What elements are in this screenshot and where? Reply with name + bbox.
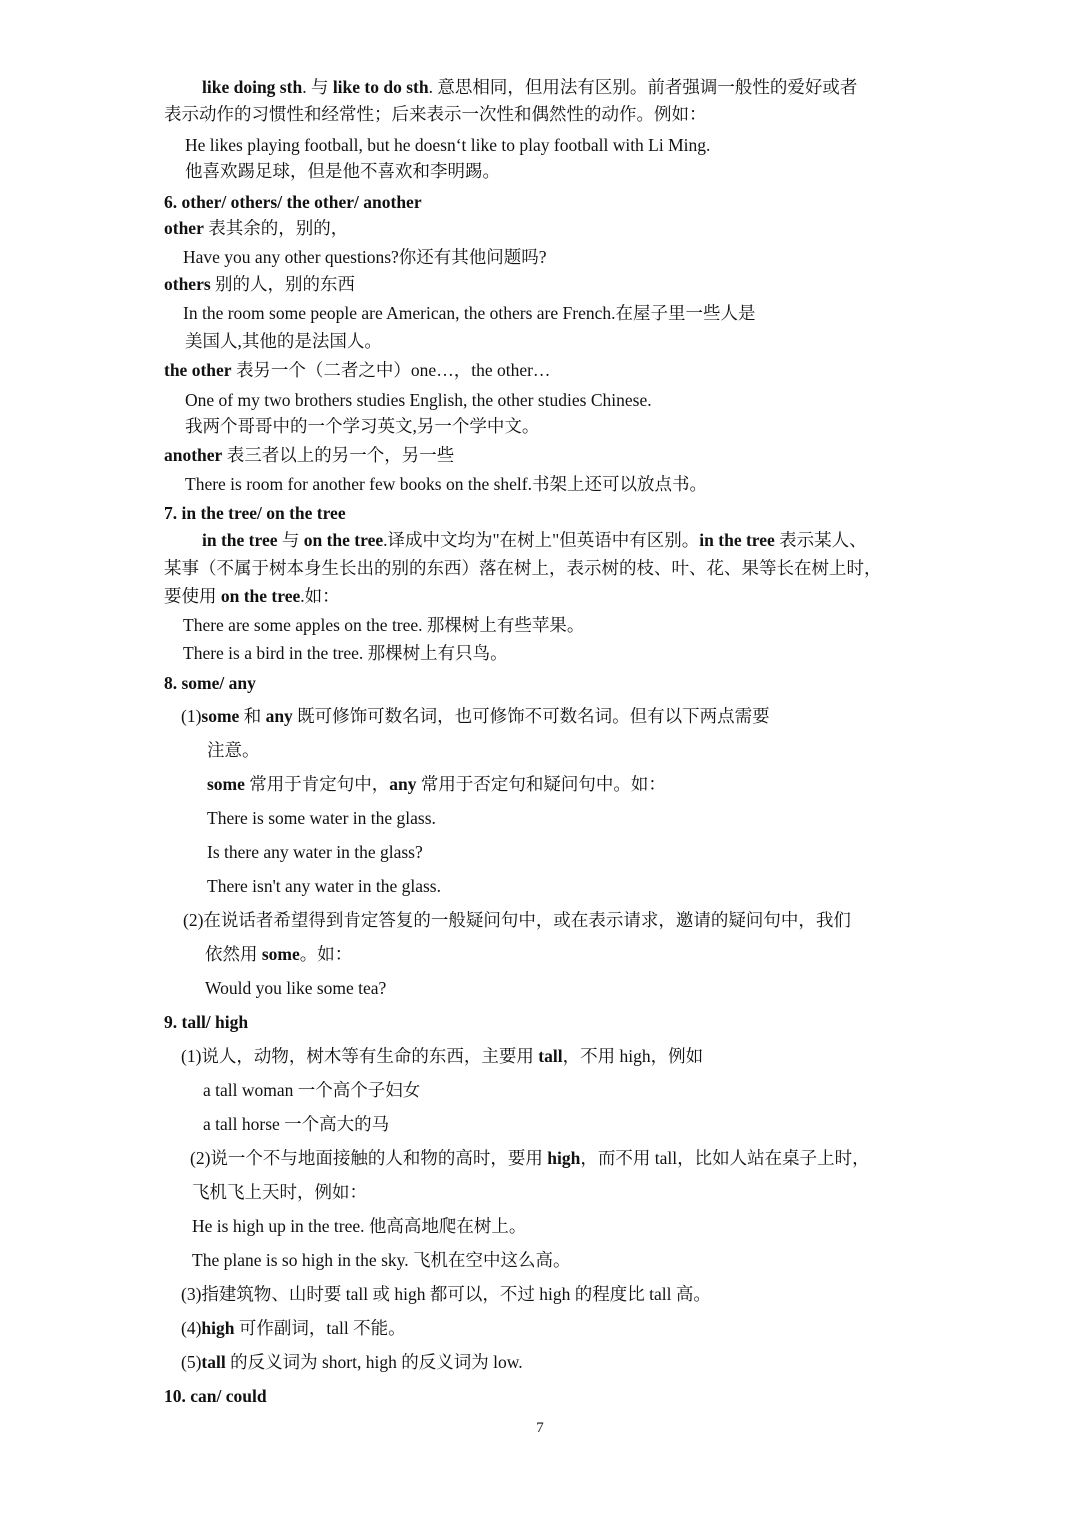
bold-term: on the tree (303, 530, 384, 550)
text-line (207, 875, 441, 897)
text-line (183, 642, 508, 664)
text-segment: There is room for another few books on the shelf.书架上还可以放点书。 (185, 474, 707, 494)
text-segment: Have you any other questions?你还有其他问题吗? (183, 247, 547, 267)
text-segment: 表三者以上的另一个，另一些 (222, 445, 455, 465)
text-segment: 要使用 (164, 586, 221, 606)
text-line (164, 273, 355, 295)
text-line (185, 160, 500, 182)
text-segment: Would you like some tea? (205, 978, 387, 998)
text-segment: 他喜欢踢足球，但是他不喜欢和李明踢。 (185, 161, 500, 181)
text-segment: (1) (181, 706, 202, 726)
text-line (164, 103, 707, 125)
text-segment: ，而不用 tall，比如人站在桌子上时， (580, 1148, 870, 1168)
text-line (185, 473, 707, 495)
bold-term: 6. other/ others/ the other/ another (164, 192, 422, 212)
text-segment: (5) (181, 1352, 202, 1372)
text-line (205, 943, 352, 965)
text-line (164, 1011, 248, 1033)
text-segment: (2)说一个不与地面接触的人和物的高时，要用 (190, 1148, 548, 1168)
text-segment: 表示某人、 (774, 530, 867, 550)
text-segment: 表另一个（二者之中）one…，the other… (231, 360, 551, 380)
text-line (207, 807, 436, 829)
bold-term: tall (201, 1352, 226, 1372)
text-line (164, 585, 340, 607)
bold-term: another (164, 445, 223, 465)
bold-term: any (389, 774, 417, 794)
text-line (181, 1045, 703, 1067)
bold-term: other (164, 218, 204, 238)
text-segment: 表示动作的习惯性和经常性；后来表示一次性和偶然性的动作。例如： (164, 104, 707, 124)
text-segment: There are some apples on the tree. 那棵树上有些苹果。 (183, 615, 585, 635)
text-line (181, 1283, 711, 1305)
text-segment: a tall woman 一个高个子妇女 (203, 1080, 421, 1100)
text-segment: 和 (239, 706, 266, 726)
bold-term: some (261, 944, 300, 964)
text-segment: 飞机飞上天时，例如： (192, 1182, 367, 1202)
text-segment: He is high up in the tree. 他高高地爬在树上。 (192, 1216, 527, 1236)
bold-term: some (207, 774, 245, 794)
text-line (207, 841, 423, 863)
text-line (164, 672, 256, 694)
text-line (164, 191, 422, 213)
text-segment: .译成中文均为"在树上"但英语中有区别。 (383, 530, 700, 550)
bold-term: 7. in the tree/ on the tree (164, 503, 346, 523)
text-line (164, 502, 346, 524)
text-segment: 别的人，别的东西 (210, 274, 356, 294)
text-line (185, 134, 710, 156)
text-line (164, 359, 550, 381)
text-line (181, 1351, 523, 1373)
text-line (192, 1215, 526, 1237)
text-line (202, 76, 857, 98)
text-line (203, 1113, 389, 1135)
text-segment: 与 (277, 530, 304, 550)
text-segment: Is there any water in the glass? (207, 842, 423, 862)
text-line (192, 1181, 367, 1203)
text-line (164, 1385, 267, 1407)
text-segment: 我两个哥哥中的一个学习英文,另一个学中文。 (185, 416, 540, 436)
text-segment: 常用于否定句和疑问句中。如： (416, 774, 666, 794)
text-segment: . 与 (302, 77, 333, 97)
bold-term: high (547, 1148, 581, 1168)
bold-term: tall (538, 1046, 563, 1066)
text-segment: In the room some people are American, the others are French.在屋子里一些人是 (183, 303, 756, 323)
text-segment: 注意。 (207, 740, 260, 760)
text-segment: 的反义词为 short, high 的反义词为 low. (225, 1352, 523, 1372)
text-line (164, 444, 454, 466)
text-segment: 。如： (299, 944, 353, 964)
bold-term: on the tree (220, 586, 301, 606)
text-segment: 某事（不属于树本身生长出的别的东西）落在树上，表示树的枝、叶、花、果等长在树上时， (164, 558, 882, 578)
bold-term: 9. tall/ high (164, 1012, 249, 1032)
bold-term: in the tree (202, 530, 278, 550)
text-segment: 既可修饰可数名词，也可修饰不可数名词。但有以下两点需要 (292, 706, 770, 726)
text-line (192, 1249, 571, 1271)
text-segment: (2)在说话者希望得到肯定答复的一般疑问句中，或在表示请求，邀请的疑问句中，我们 (183, 910, 851, 930)
text-segment: He likes playing football, but he doesn‘t like to play football with Li Ming. (185, 135, 711, 155)
text-line (164, 557, 882, 579)
text-line (203, 1079, 420, 1101)
text-segment: (1)说人，动物，树木等有生命的东西，主要用 (181, 1046, 539, 1066)
text-line (183, 302, 755, 324)
text-line (205, 977, 386, 999)
text-segment: .如： (300, 586, 340, 606)
bold-term: others (164, 274, 211, 294)
bold-term: like to do sth (332, 77, 429, 97)
text-line (185, 415, 539, 437)
text-line (207, 773, 666, 795)
bold-term: 10. can/ could (164, 1386, 267, 1406)
bold-term: high (201, 1318, 235, 1338)
bold-term: in the tree (699, 530, 775, 550)
bold-term: like doing sth (202, 77, 303, 97)
text-segment: 依然用 (205, 944, 262, 964)
text-segment: The plane is so high in the sky. 飞机在空中这么高。 (192, 1250, 571, 1270)
text-segment: ，不用 high，例如 (562, 1046, 704, 1066)
text-segment: There is a bird in the tree. 那棵树上有只鸟。 (183, 643, 508, 663)
text-line (181, 1317, 406, 1339)
text-segment: There is some water in the glass. (207, 808, 436, 828)
text-segment: 常用于肯定句中， (244, 774, 390, 794)
text-line (183, 614, 584, 636)
text-line (185, 389, 652, 411)
text-segment: 表其余的，别的， (203, 218, 349, 238)
text-segment: a tall horse 一个高大的马 (203, 1114, 390, 1134)
text-line (164, 217, 348, 239)
bold-term: the other (164, 360, 232, 380)
text-line (181, 705, 770, 727)
text-line (183, 909, 851, 931)
text-line (190, 1147, 870, 1169)
text-line (185, 330, 382, 352)
bold-term: any (265, 706, 293, 726)
text-segment: There isn't any water in the glass. (207, 876, 441, 896)
text-segment: . 意思相同，但用法有区别。前者强调一般性的爱好或者 (428, 77, 858, 97)
text-line (183, 246, 547, 268)
bold-term: some (201, 706, 240, 726)
bold-term: 8. some/ any (164, 673, 256, 693)
text-segment: (3)指建筑物、山时要 tall 或 high 都可以，不过 high 的程度比 tall 高。 (181, 1284, 711, 1304)
text-line (202, 529, 867, 551)
text-segment: 可作副词，tall 不能。 (234, 1318, 406, 1338)
text-segment: (4) (181, 1318, 202, 1338)
page-number: 7 (536, 1420, 544, 1436)
text-segment: 美国人,其他的是法国人。 (185, 331, 382, 351)
text-line (207, 739, 260, 761)
text-segment: One of my two brothers studies English, the other studies Chinese. (185, 390, 652, 410)
